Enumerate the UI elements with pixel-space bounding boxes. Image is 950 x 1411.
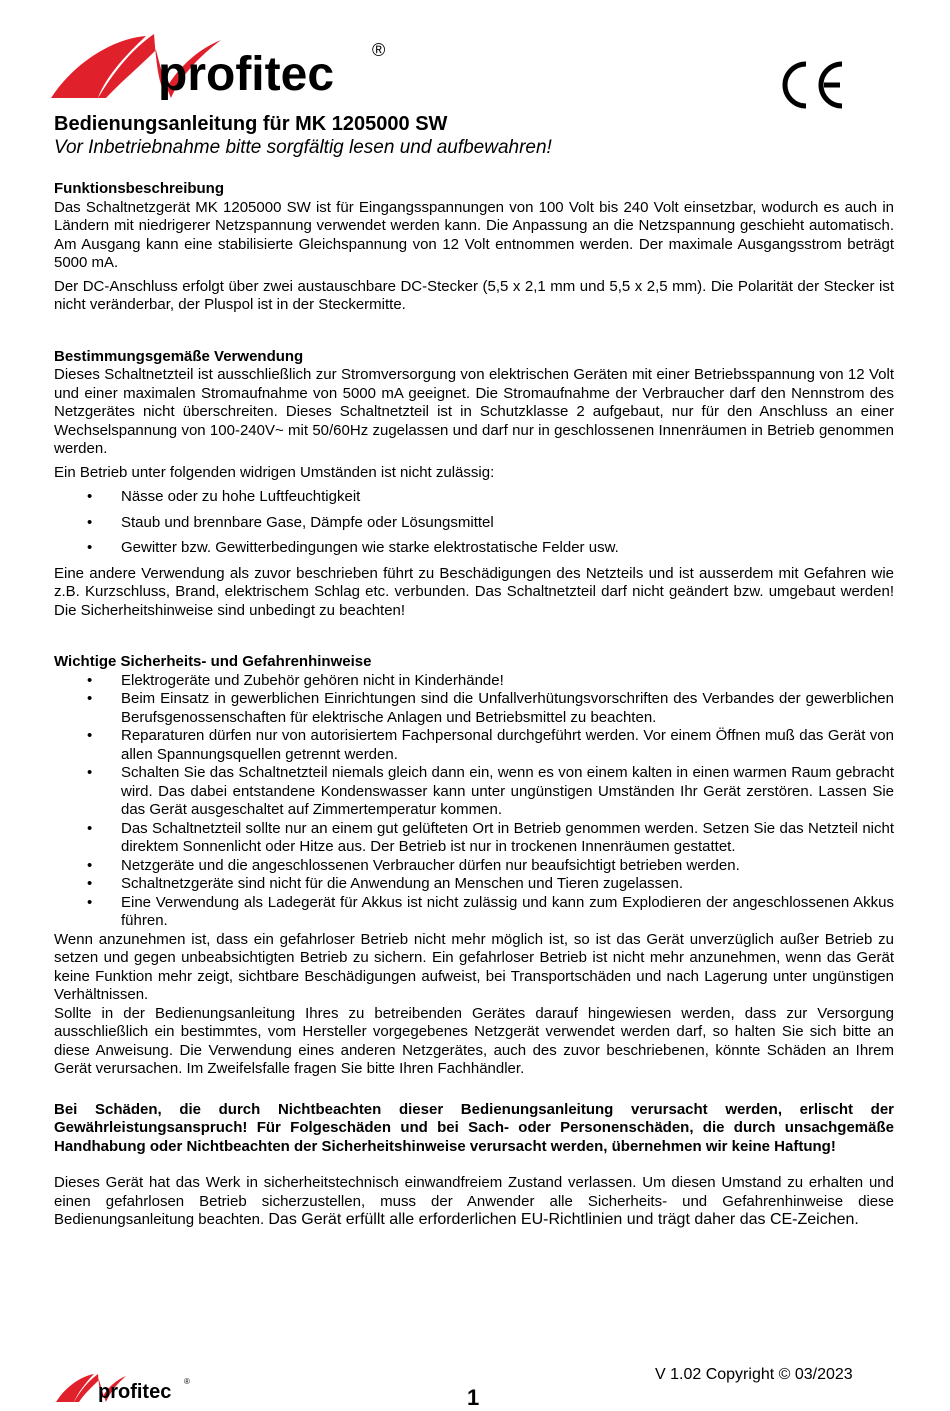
brand-name: profitec (158, 48, 335, 101)
section-heading-sicherheit: Wichtige Sicherheits- und Gefahrenhinweise (54, 653, 372, 670)
list-item: • Elektrogeräte und Zubehör gehören nicht in Kinderhände! (54, 672, 894, 691)
list-item: • Nässe oder zu hohe Luftfeuchtigkeit (54, 488, 894, 507)
verwendung-paragraph-2: Ein Betrieb unter folgenden widrigen Umständen ist nicht zulässig: (54, 463, 495, 481)
schluss-text: Dieses Gerät hat das Werk in sicherheitstechnisch einwandfreiem Zustand verlassen. Um diesen Umstand zu erhalten und einen gefahrlosen Betrieb sicherzustellen, muss der Anwender alle Sicherheits- und Gefahrenhinweise diese Bedienungsanleitung beachten. (54, 1174, 894, 1228)
verwendung-list (54, 488, 894, 558)
haftung-paragraph: Bei Schäden, die durch Nichtbeachten dieser Bedienungsanleitung verursacht werden, erlischt der Gewährleistungsanspruch! Für Folgeschäden und bei Sach- oder Personenschäden, die durch unsachgemäße Handhabung oder Nichtbeachten der Sicherheitshinweise verursacht werden, übernehmen wir keine Haftung! (54, 1100, 894, 1155)
schluss-paragraph (54, 1174, 894, 1230)
version-copyright: V 1.02 Copyright © 03/2023 (655, 1366, 853, 1383)
list-item: • Schaltnetzgeräte sind nicht für die Anwendung an Menschen und Tieren zugelassen. (54, 875, 894, 894)
page-number: 1 (467, 1385, 480, 1410)
footer-brand-name: profitec (98, 1381, 172, 1403)
footer-registered-mark: ® (184, 1377, 190, 1386)
profitec-logo-footer (54, 1366, 194, 1406)
verwendung-paragraph-3: Eine andere Verwendung als zuvor beschrieben führt zu Beschädigungen des Netzteils und ist ausserdem mit Gefahren wie z.B. Kurzschluss, Brand, elektrischem Schlag etc. verbunden. Das Schaltnetzteil darf nicht geändert bzw. umgebaut werden! Die Sicherheitshinweise sind unbedingt zu beachten! (54, 564, 894, 619)
list-item: • Staub und brennbare Gase, Dämpfe oder Lösungsmittel (54, 514, 894, 533)
list-item: • Beim Einsatz in gewerblichen Einrichtungen sind die Unfallverhütungsvorschriften des Verbandes der gewerblichen Berufsgenossenschaften für elektrische Anlagen und Betriebsmittel zu beachten. (54, 690, 894, 727)
section-heading-verwendung: Bestimmungsgemäße Verwendung (54, 347, 304, 365)
list-item: • Schalten Sie das Schaltnetzteil niemals gleich dann ein, wenn es von einem kalten in einen warmen Raum gebracht wird. Das dabei entstandene Kondenswasser kann unter ungünstigen Umständen Ihr Gerät zerstören. Lassen Sie das Gerät ausgeschaltet auf Zimmertemperatur kommen. (54, 764, 894, 820)
list-item: • Eine Verwendung als Ladegerät für Akkus ist nicht zulässig und kann zum Explodieren der angeschlossenen Akkus führen. (54, 894, 894, 931)
list-item: • Gewitter bzw. Gewitterbedingungen wie starke elektrostatische Felder usw. (54, 539, 894, 558)
section-heading-funktion: Funktionsbeschreibung (54, 180, 225, 197)
funktion-paragraph-2: Der DC-Anschluss erfolgt über zwei austauschbare DC-Stecker (5,5 x 2,1 mm und 5,5 x 2,5 mm). Die Polarität der Stecker ist nicht veränderbar, der Pluspol ist in der Steckermitte. (54, 277, 894, 313)
profitec-logo (46, 20, 406, 110)
sicherheit-list (54, 672, 894, 931)
document-subtitle: Vor Inbetriebnahme bitte sorgfältig lesen und aufbewahren! (54, 137, 552, 158)
list-item: • Das Schaltnetzteil sollte nur an einem gut gelüfteten Ort in Betrieb genommen werden. Setzen Sie das Netzteil nicht direktem Sonnenlicht oder Hitze aus. Der Betrieb ist nur in trockenen Innenräumen gestattet. (54, 820, 894, 857)
ce-note: Das Gerät erfüllt alle erforderlichen EU-Richtlinien und trägt daher das CE-Zeichen. (268, 1211, 859, 1228)
sicherheit-paragraph-1: Wenn anzunehmen ist, dass ein gefahrloser Betrieb nicht mehr möglich ist, so ist das Gerät unverzüglich außer Betrieb zu setzen und gegen unbeabsichtigten Betrieb zu sichern. Ein gefahrloser Betrieb ist nicht mehr anzunehmen, wenn das Gerät keine Funktion mehr zeigt, sichtbare Beschädigungen aufweist, bei Transportschäden und nach Lagerung unter ungünstigen Verhältnissen. (54, 930, 894, 1003)
document-body (54, 112, 894, 1230)
ce-mark-icon (776, 60, 848, 110)
list-item: • Reparaturen dürfen nur von autorisiertem Fachpersonal durchgeführt werden. Vor einem Öffnen muß das Gerät von allen Spannungsquellen getrennt werden. (54, 727, 894, 764)
funktion-paragraph-1: Das Schaltnetzgerät MK 1205000 SW ist für Eingangsspannungen von 100 Volt bis 240 Volt einsetzbar, wodurch es auch in Ländern mit niedrigerer Netzspannung verwendet werden kann. Die Anpassung an die Netzspannung geschieht automatisch. Am Ausgang kann eine stabilisierte Gleichspannung von 12 Volt entnommen werden. Der maximale Ausgangsstrom beträgt 5000 mA. (54, 198, 894, 271)
registered-mark: ® (372, 40, 386, 60)
sicherheit-paragraph-2: Sollte in der Bedienungsanleitung Ihres zu betreibenden Gerätes darauf hingewiesen werden, dass zur Versorgung ausschließlich ein bestimmtes, vom Hersteller vorgegebenes Netzgerät verwendet werden darf, so halten Sie sich bitte an diese Anweisung. Die Verwendung eines anderen Netzgerätes, auch des zuvor beschriebenen, könnte Schäden an Ihrem Gerät verursachen. Im Zweifelsfalle fragen Sie bitte Ihren Fachhändler. (54, 1004, 894, 1077)
document-title: Bedienungsanleitung für MK 1205000 SW (54, 113, 448, 135)
list-item: • Netzgeräte und die angeschlossenen Verbraucher dürfen nur beaufsichtigt betrieben werden. (54, 857, 894, 876)
verwendung-paragraph-1: Dieses Schaltnetzteil ist ausschließlich zur Stromversorgung von elektrischen Geräten mit einer Betriebsspannung von 12 Volt und einer maximalen Stromaufnahme von 5000 mA geeignet. Die Stromaufnahme der Verbraucher darf den Nennstrom des Netzgerätes nicht überschreiten. Dieses Schaltnetzteil ist in Schutzklasse 2 aufgebaut, nur für den Anschluss an einer Wechselspannung von 100-240V~ mit 50/60Hz zugelassen und darf nur in geschlossenen Innenräumen in Betrieb genommen werden. (54, 366, 894, 457)
